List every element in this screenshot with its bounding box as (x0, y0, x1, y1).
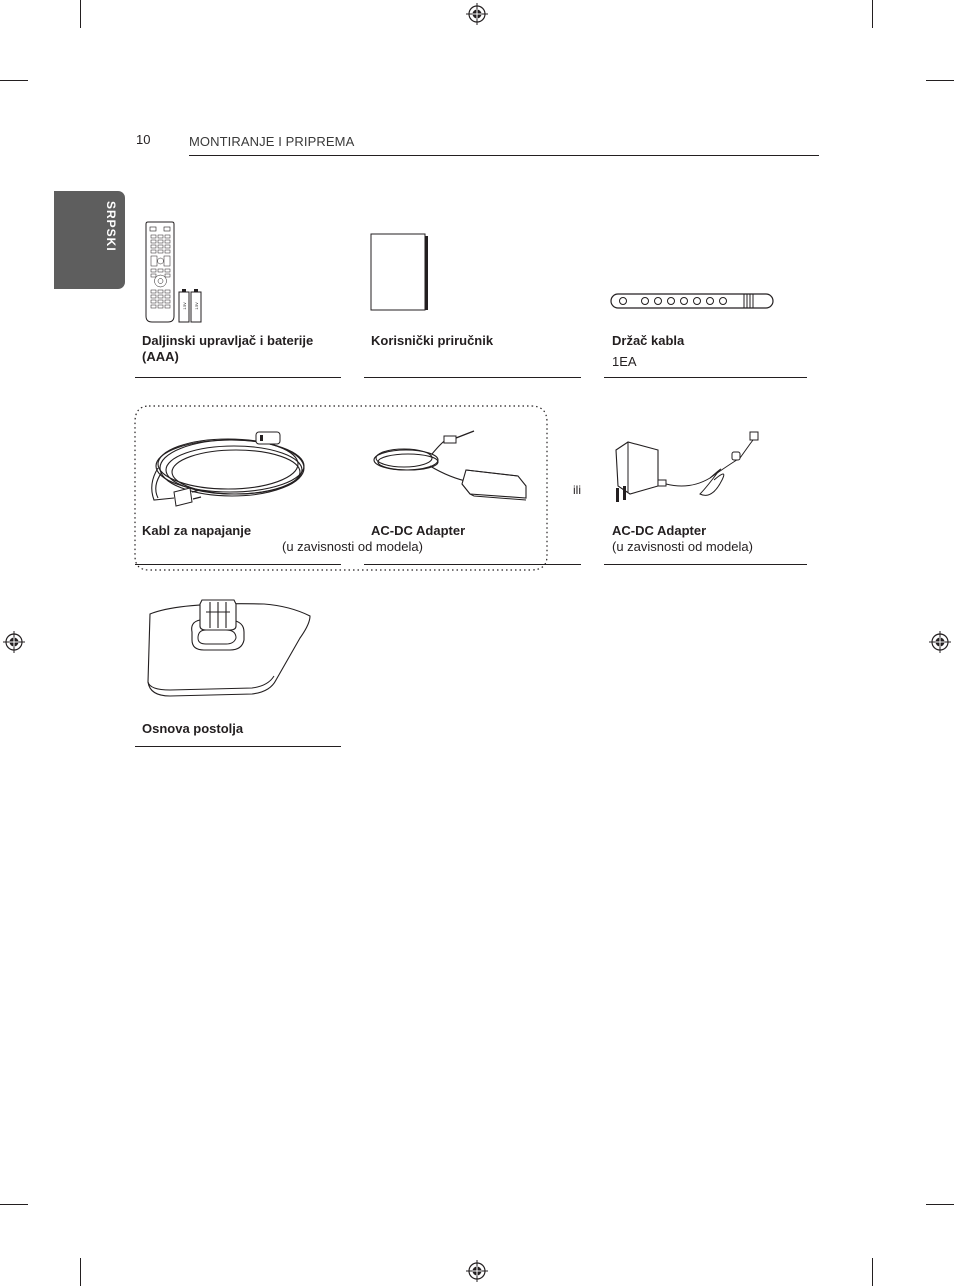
crop-mark (80, 1258, 81, 1286)
item-name: Osnova postolja (142, 721, 244, 736)
ac-dc-adapter-plug-icon (610, 428, 770, 508)
item-rule (364, 564, 581, 565)
item-name: AC-DC Adapter (612, 523, 707, 538)
crop-mark (0, 1204, 28, 1205)
item-note: (u zavisnosti od modela) (612, 539, 753, 554)
item-name: Držač kabla (612, 333, 685, 348)
ac-dc-adapter-icon (370, 428, 530, 510)
section-title: MONTIRANJE I PRIPREMA (189, 134, 355, 149)
or-label: ili (573, 483, 581, 497)
item-name: AC-DC Adapter (371, 523, 466, 538)
item-rule (604, 564, 807, 565)
item-name: Kabl za napajanje (142, 523, 252, 538)
crop-mark (80, 0, 81, 28)
item-quantity: 1EA (612, 354, 637, 369)
registration-mark-icon (929, 631, 951, 653)
registration-mark-icon (466, 3, 488, 25)
remote-control-and-batteries-icon (142, 218, 212, 328)
item-rule (135, 377, 341, 378)
crop-mark (872, 0, 873, 28)
battery-label: 1.5V (195, 302, 199, 310)
item-name: Daljinski upravljač i baterije (AAA) (142, 333, 314, 364)
item-name: Korisnički priručnik (371, 333, 494, 348)
battery-label: 1.5V (183, 302, 187, 310)
crop-mark (926, 80, 954, 81)
stand-base-icon (140, 598, 316, 700)
page-number: 10 (136, 132, 151, 147)
crop-mark (872, 1258, 873, 1286)
cable-holder-icon (610, 292, 776, 310)
language-tab-label: SRPSKI (104, 201, 118, 252)
power-cord-icon (144, 428, 314, 510)
registration-mark-icon (3, 631, 25, 653)
registration-mark-icon (466, 1260, 488, 1282)
crop-mark (0, 80, 28, 81)
crop-mark (926, 1204, 954, 1205)
item-rule (604, 377, 807, 378)
item-rule (135, 746, 341, 747)
item-rule (135, 564, 341, 565)
language-tab (54, 191, 125, 289)
item-note: (u zavisnosti od modela) (282, 539, 423, 554)
item-rule (364, 377, 581, 378)
user-manual-icon (368, 232, 432, 314)
header-rule (189, 155, 819, 156)
